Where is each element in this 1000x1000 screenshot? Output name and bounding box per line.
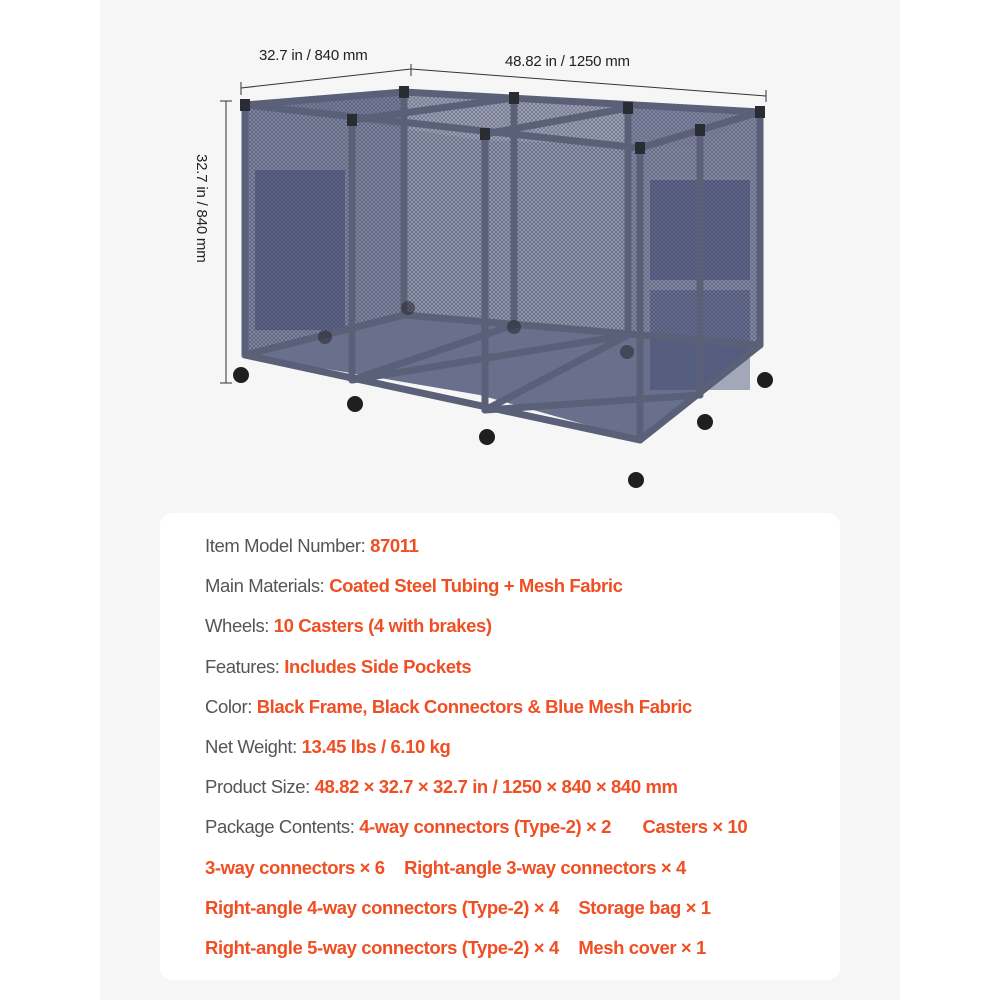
spec-label: Package Contents: [205,816,355,838]
package-item: 4-way connectors (Type-2) × 2 [359,816,612,838]
package-item: Mesh cover × 1 [578,936,706,958]
package-item: Right-angle 5-way connectors (Type-2) × 4 [205,936,559,958]
spec-row-model [205,531,845,571]
spec-label: Features: [205,655,280,677]
depth-dimension-label: 32.7 in / 840 mm [259,47,368,64]
spec-row-package-1 [205,812,845,852]
spec-label: Main Materials: [205,575,325,597]
spec-row-package-2 [205,853,845,893]
spec-row-features [205,652,845,692]
spec-row-weight [205,732,845,772]
spec-label: Wheels: [205,615,270,637]
spec-row-size [205,772,845,812]
spec-value: 87011 [370,535,419,556]
package-item: Casters × 10 [642,816,748,838]
spec-value: 48.82 × 32.7 × 32.7 in / 1250 × 840 × 840 mm [314,776,678,798]
spec-row-materials [205,571,845,611]
spec-label: Color: [205,695,252,717]
specs-list [205,531,845,973]
spec-value: Black Frame, Black Connectors & Blue Mesh Fabric [256,695,692,717]
spec-row-color [205,692,845,732]
package-item: Right-angle 4-way connectors (Type-2) × 4 [205,896,559,918]
spec-row-package-3 [205,893,845,933]
spec-label: Product Size: [205,776,310,798]
spec-value: 13.45 lbs / 6.10 kg [301,735,451,757]
spec-row-package-4 [205,933,845,973]
height-dimension-label: 32.7 in / 840 mm [193,154,210,263]
package-item: 3-way connectors × 6 [205,856,385,878]
spec-label: Net Weight: [205,735,297,757]
spec-value: Includes Side Pockets [284,655,472,677]
package-item: Right-angle 3-way connectors × 4 [404,856,686,878]
spec-row-wheels [205,611,845,651]
spec-value: 10 Casters (4 with brakes) [273,615,492,637]
package-item: Storage bag × 1 [578,896,711,918]
width-dimension-label: 48.82 in / 1250 mm [505,53,630,70]
spec-value: Coated Steel Tubing + Mesh Fabric [329,575,623,597]
spec-label: Item Model Number: [205,535,366,556]
